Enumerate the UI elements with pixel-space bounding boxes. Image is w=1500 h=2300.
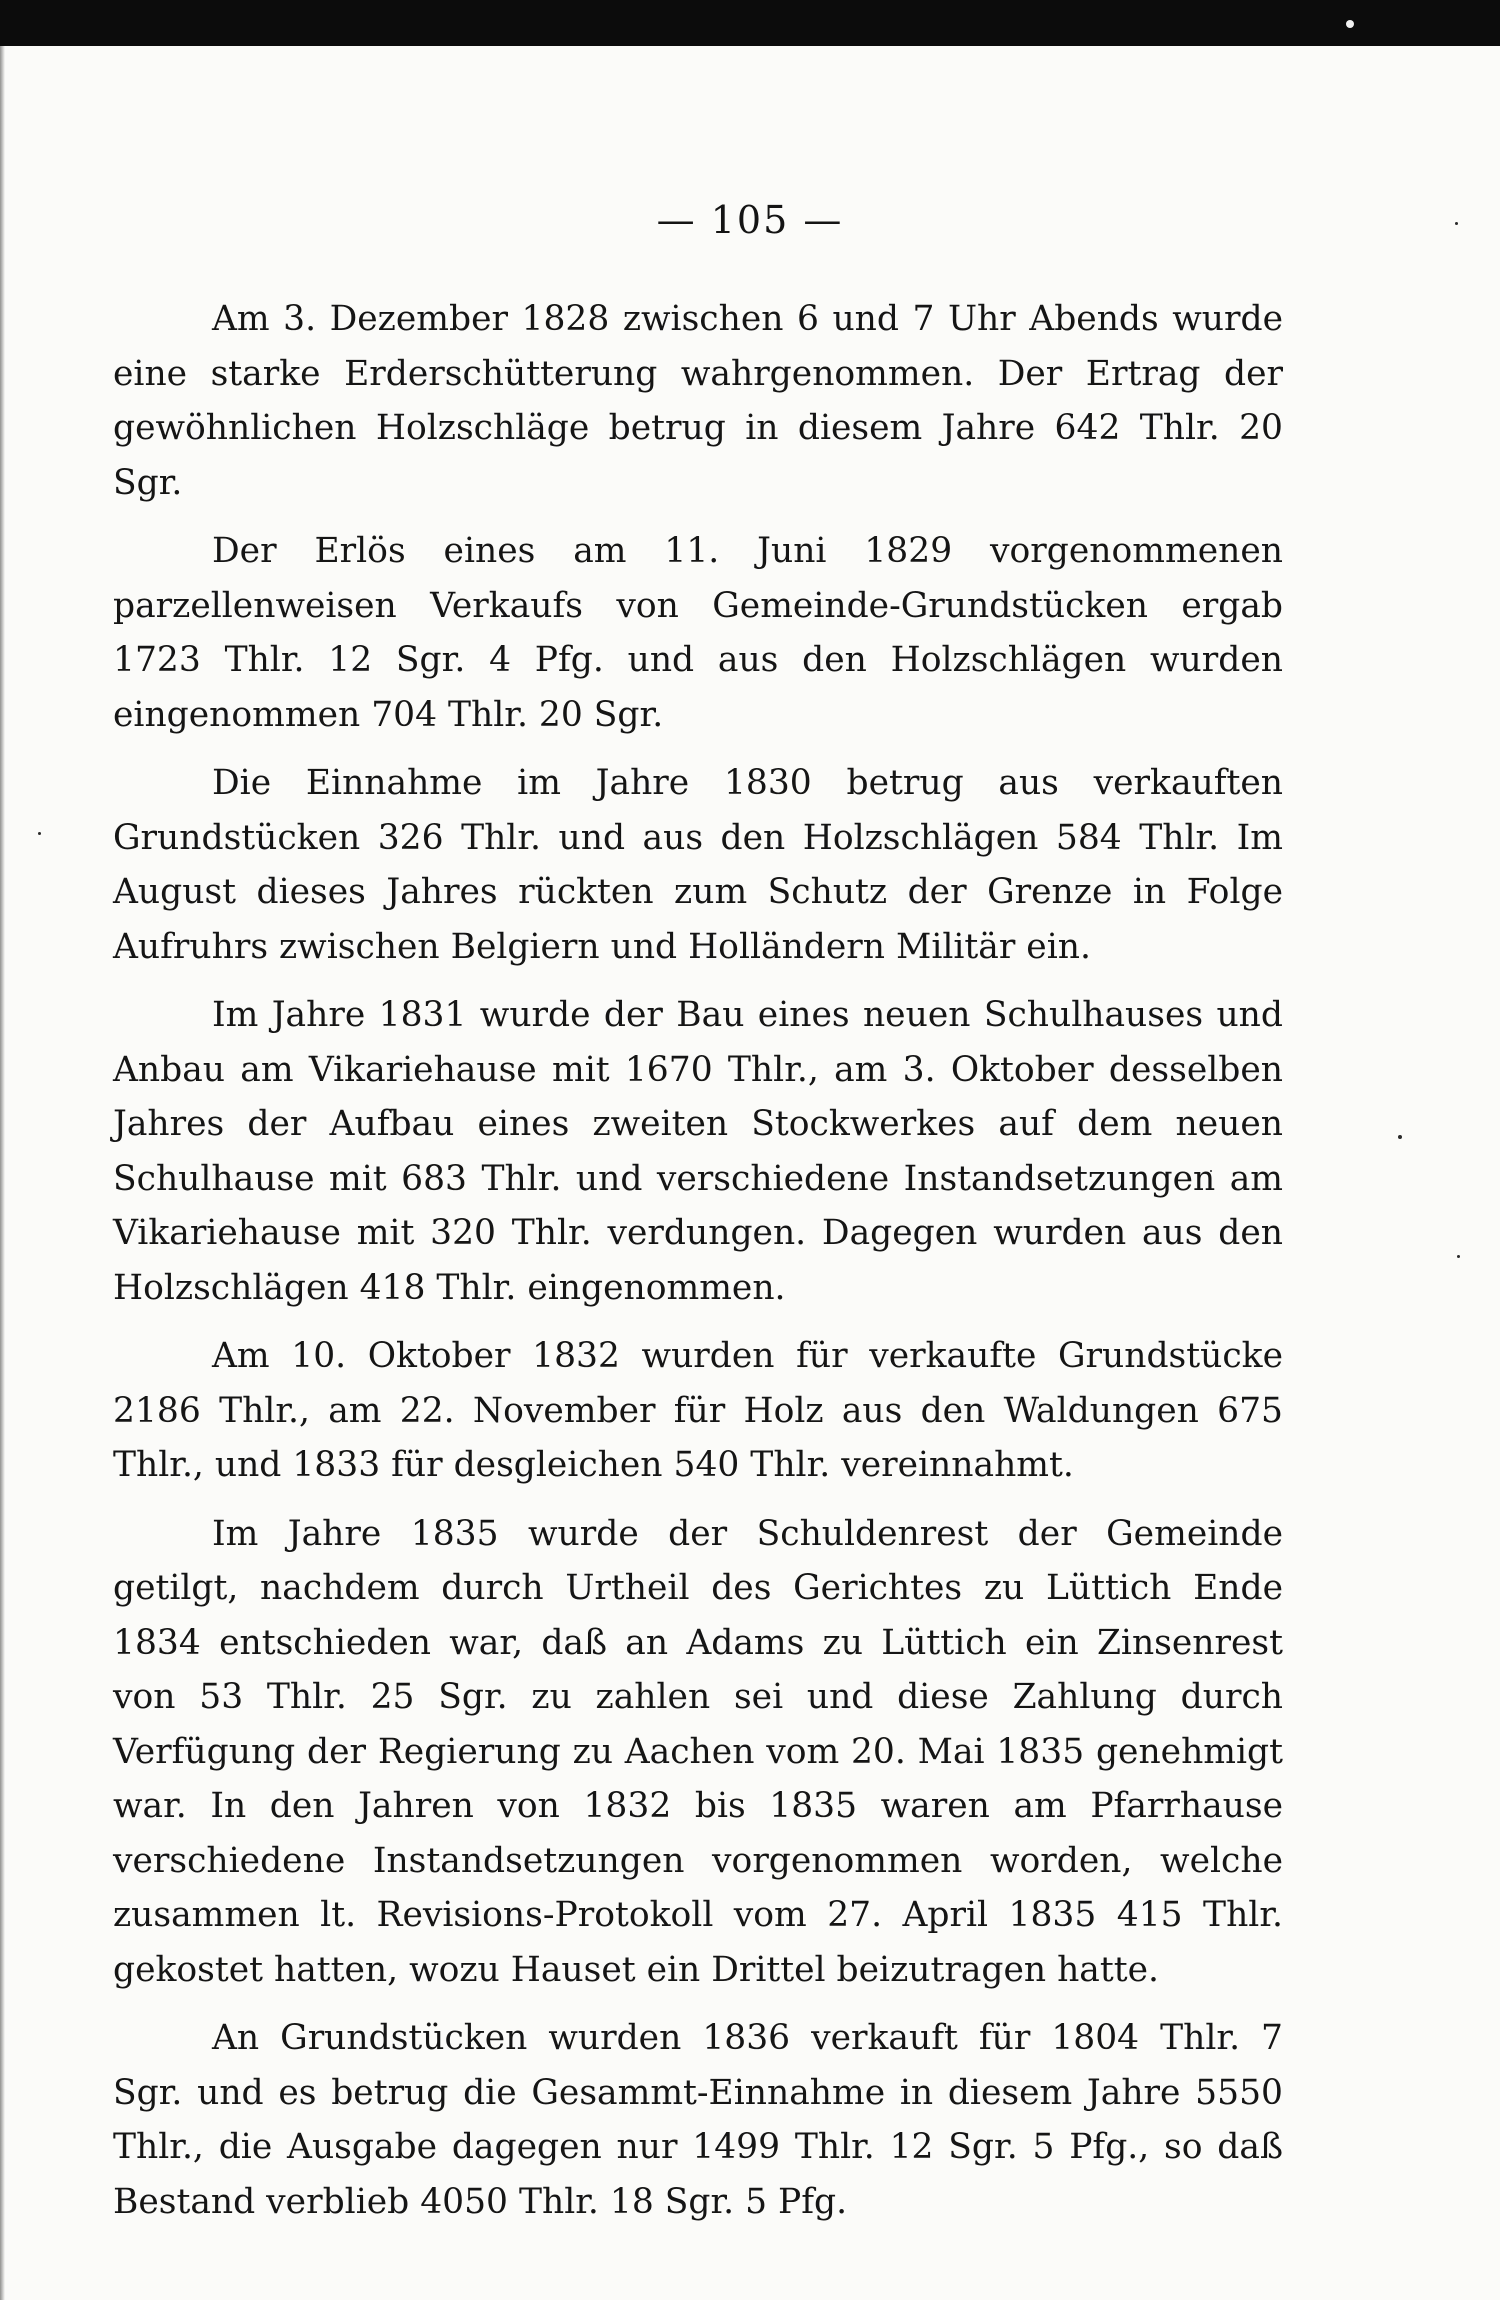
page-number: — 105 — <box>656 198 844 242</box>
scan-speck <box>1346 20 1354 28</box>
paragraph: Im Jahre 1835 wurde der Schuldenrest der Gemeinde getilgt, nachdem durch Urtheil des Gerichtes zu Lüttich Ende 1834 entschieden war, daß an Adams zu Lüttich ein Zinsenrest von 53 Thlr. 25 Sgr. zu zahlen sei und diese Zahlung durch Verfügung der Regierung zu Aachen vom 20. Mai 1835 genehmigt war. In den Jahren von 1832 bis 1835 waren am Pfarrhause verschiedene Instandsetzungen vorgenommen worden, welche zusammen lt. Revisions-Protokoll vom 27. April 1835 415 Thlr. gekostet hatten, wozu Hauset ein Drittel beizutragen hatte. <box>113 1513 1283 1990</box>
paragraph: Am 3. Dezember 1828 zwischen 6 und 7 Uhr Abends wurde eine starke Erderschütterung wahrgenommen. Der Ertrag der gewöhnlichen Holzschläge betrug in diesem Jahre 642 Thlr. 20 Sgr. <box>113 299 1283 503</box>
paragraph: Die Einnahme im Jahre 1830 betrug aus verkauften Grundstücken 326 Thlr. und aus den Holzschlägen 584 Thlr. Im August dieses Jahres rückten zum Schutz der Grenze in Folge Aufruhrs zwischen Belgiern und Holländern Militär ein. <box>113 763 1283 967</box>
paragraph: Am 10. Oktober 1832 wurden für verkaufte Grundstücke 2186 Thlr., am 22. November für Holz aus den Waldungen 675 Thlr., und 1833 für desgleichen 540 Thlr. vereinnahmt. <box>113 1336 1283 1485</box>
scan-speck <box>1457 1255 1460 1258</box>
body-text <box>113 292 1283 2229</box>
scan-speck <box>1398 1135 1402 1139</box>
scan-speck <box>38 832 41 835</box>
scan-top-border <box>0 0 1500 46</box>
paragraph: An Grundstücken wurden 1836 verkauft für 1804 Thlr. 7 Sgr. und es betrug die Gesammt-Einnahme in diesem Jahre 5550 Thlr., die Ausgabe dagegen nur 1499 Thlr. 12 Sgr. 5 Pfg., so daß Bestand verblieb 4050 Thlr. 18 Sgr. 5 Pfg. <box>113 2018 1283 2222</box>
paragraph: Der Erlös eines am 11. Juni 1829 vorgenommenen parzellenweisen Verkaufs von Gemeinde-Grundstücken ergab 1723 Thlr. 12 Sgr. 4 Pfg. und aus den Holzschlägen wurden eingenommen 704 Thlr. 20 Sgr. <box>113 531 1283 735</box>
paragraph: Im Jahre 1831 wurde der Bau eines neuen Schulhauses und Anbau am Vikariehause mit 1670 Thlr., am 3. Oktober desselben Jahres der Aufbau eines zweiten Stockwerkes auf dem neuen Schulhause mit 683 Thlr. und verschiedene Instandsetzungen am Vikariehause mit 320 Thlr. verdungen. Dagegen wurden aus den Holzschlägen 418 Thlr. eingenommen. <box>113 995 1283 1308</box>
scan-left-edge <box>0 46 5 2300</box>
